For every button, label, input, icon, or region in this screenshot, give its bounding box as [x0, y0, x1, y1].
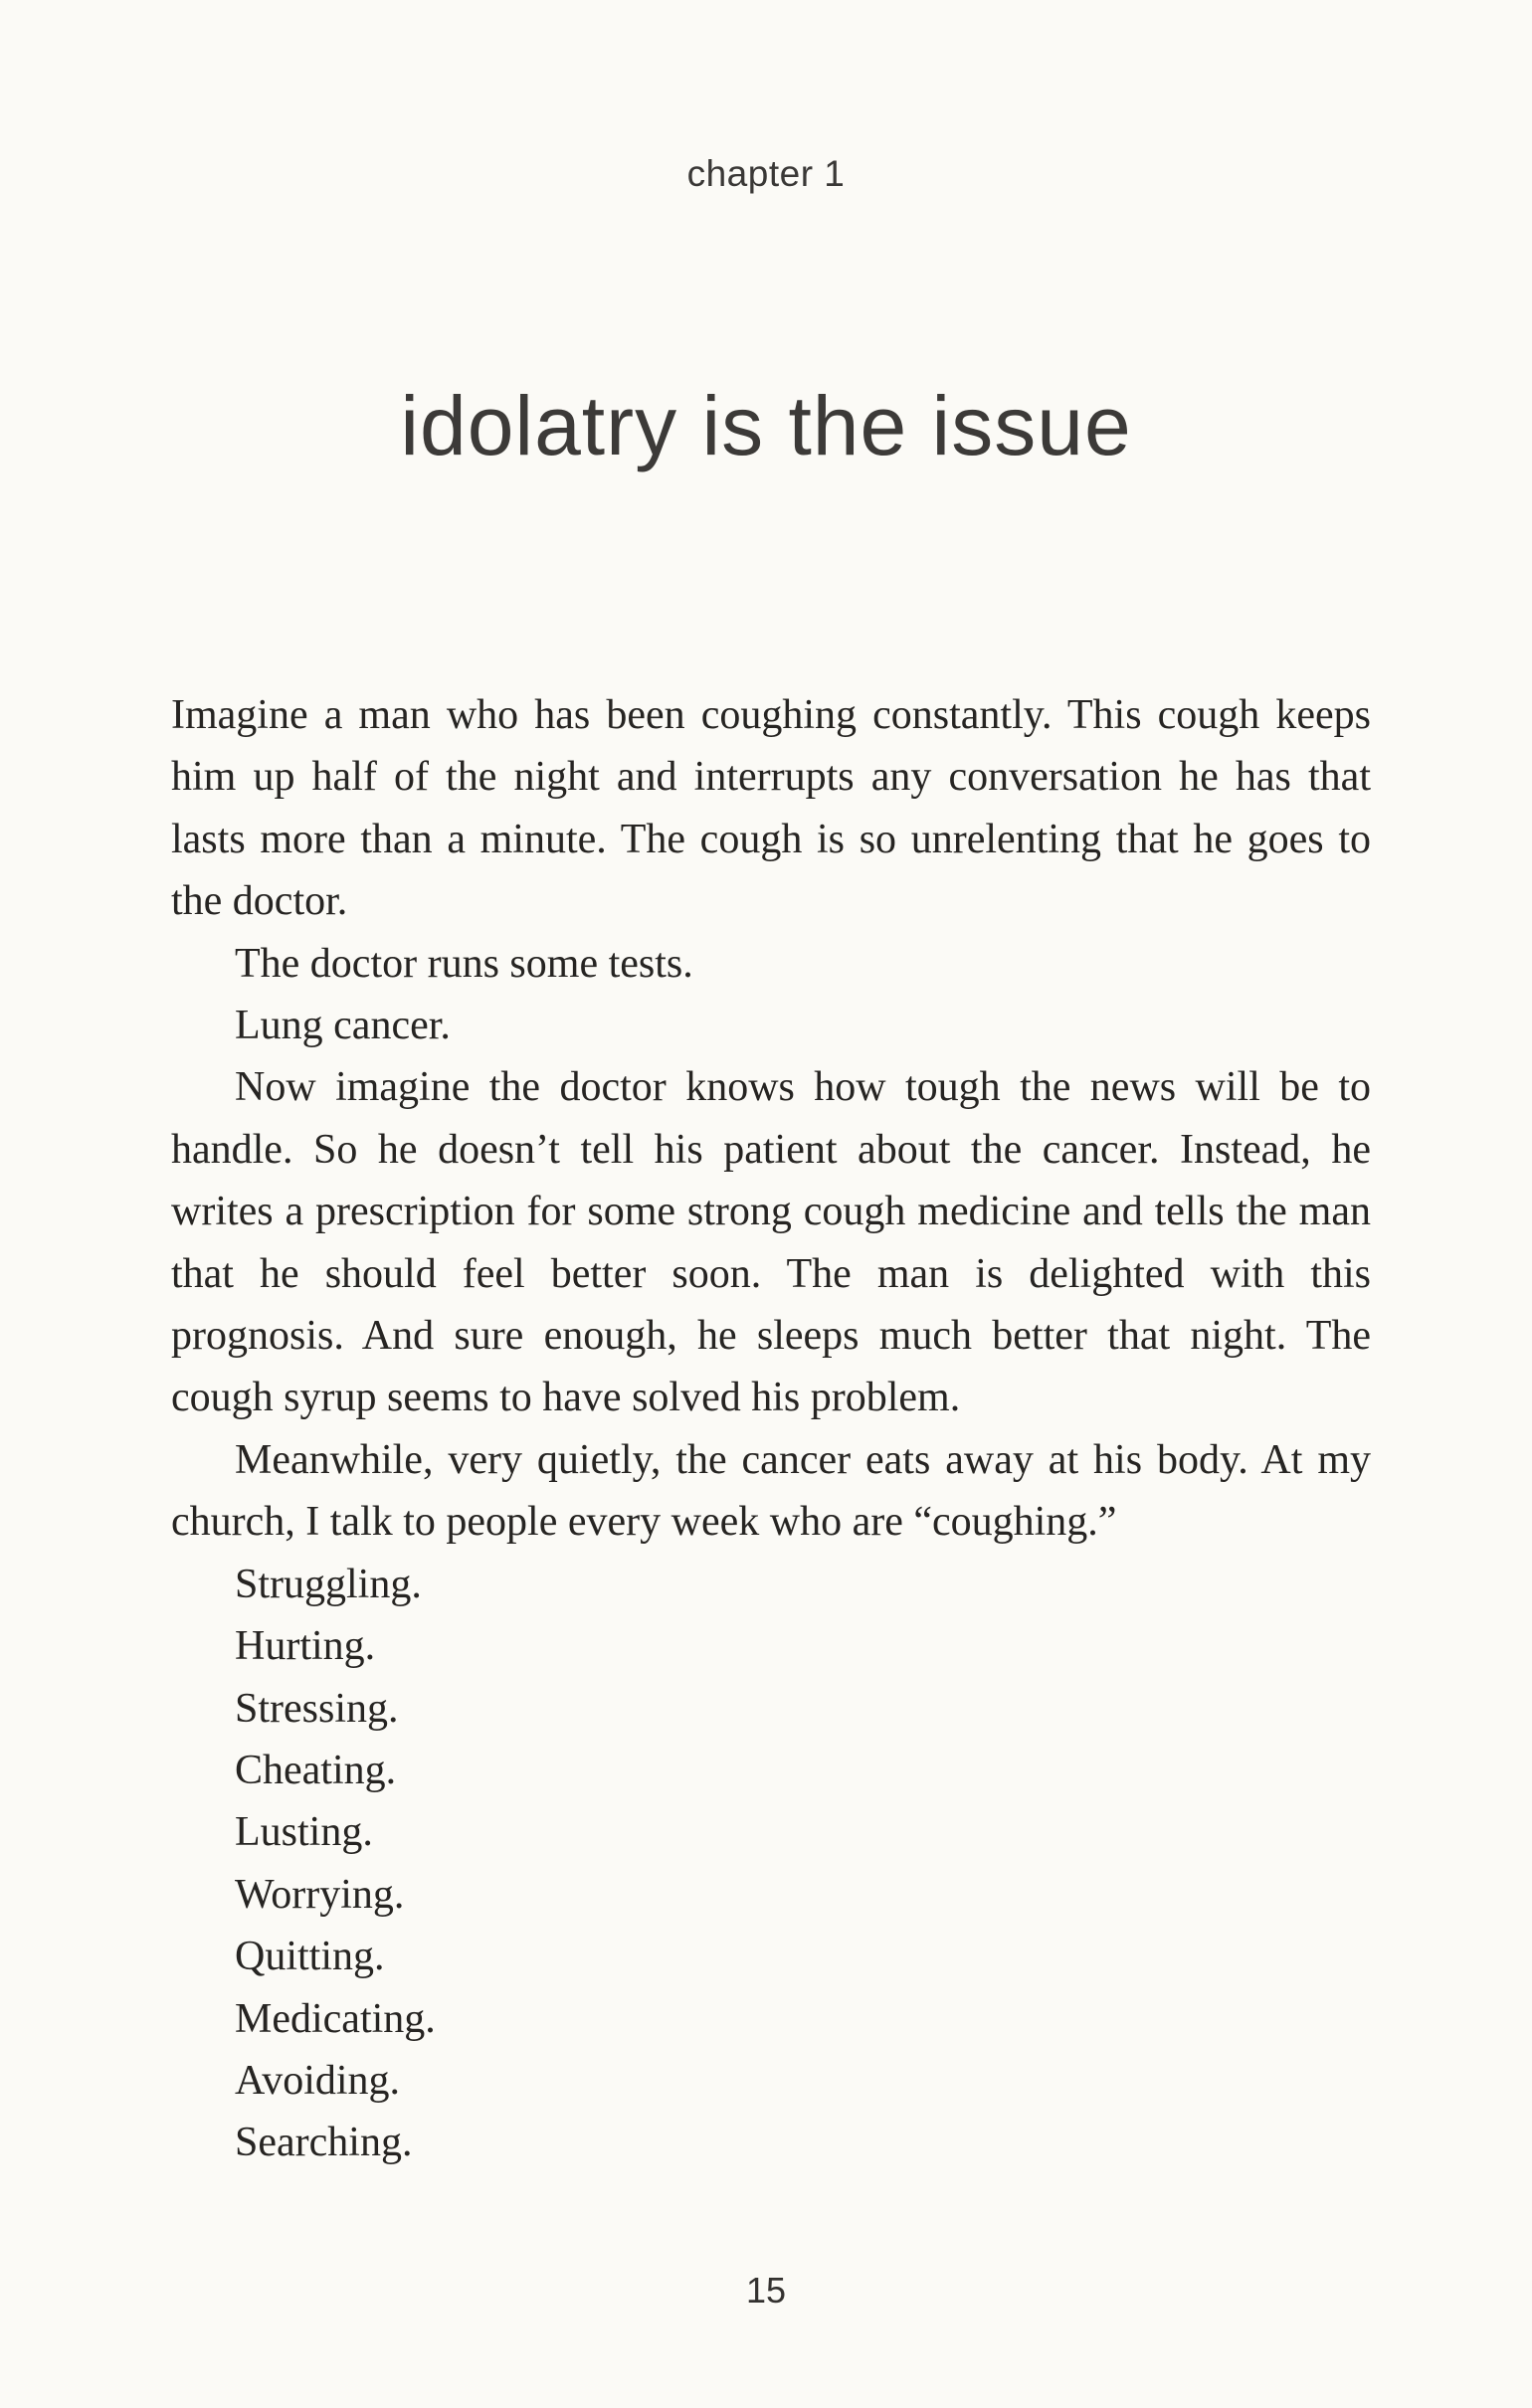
- list-item-lusting: Lusting.: [235, 1809, 373, 1856]
- list-item-struggling: Struggling.: [235, 1561, 422, 1607]
- paragraph-diagnosis: Lung cancer.: [235, 1003, 451, 1049]
- page-number: 15: [745, 2270, 787, 2311]
- list-item-worrying: Worrying.: [235, 1871, 405, 1918]
- list-item-searching: Searching.: [235, 2120, 413, 2166]
- paragraph-doctor: Now imagine the doctor knows how tough the news will be to handle. So he doesn’t tell his patient about the cancer. Instead, he writes a prescription for some strong cough medicine and tells the man that he should feel better soon. The man is delighted with this prognosis. And sure enough, he sleeps much better that night. The cough syrup seems to have solved his problem.: [171, 1064, 1371, 1421]
- paragraph-meanwhile: Meanwhile, very quietly, the cancer eats away at his body. At my church, I talk to people every week who are “coughing.”: [171, 1436, 1371, 1546]
- list-item-cheating: Cheating.: [235, 1747, 397, 1793]
- list-item-hurting: Hurting.: [235, 1623, 376, 1670]
- paragraph-opening: Imagine a man who has been coughing constantly. This cough keeps him up half of the night and interrupts any conversation he has that lasts more than a minute. The cough is so unrelenting that he goes to the doctor.: [171, 692, 1371, 925]
- list-item-avoiding: Avoiding.: [235, 2057, 401, 2104]
- body-text: [171, 684, 1371, 2174]
- list-item-quitting: Quitting.: [235, 1934, 385, 1980]
- chapter-title: idolatry is the issue: [400, 379, 1132, 472]
- list-item-medicating: Medicating.: [235, 1995, 436, 2042]
- paragraph-tests: The doctor runs some tests.: [235, 940, 693, 987]
- list-item-stressing: Stressing.: [235, 1685, 399, 1732]
- chapter-label: chapter 1: [686, 153, 846, 194]
